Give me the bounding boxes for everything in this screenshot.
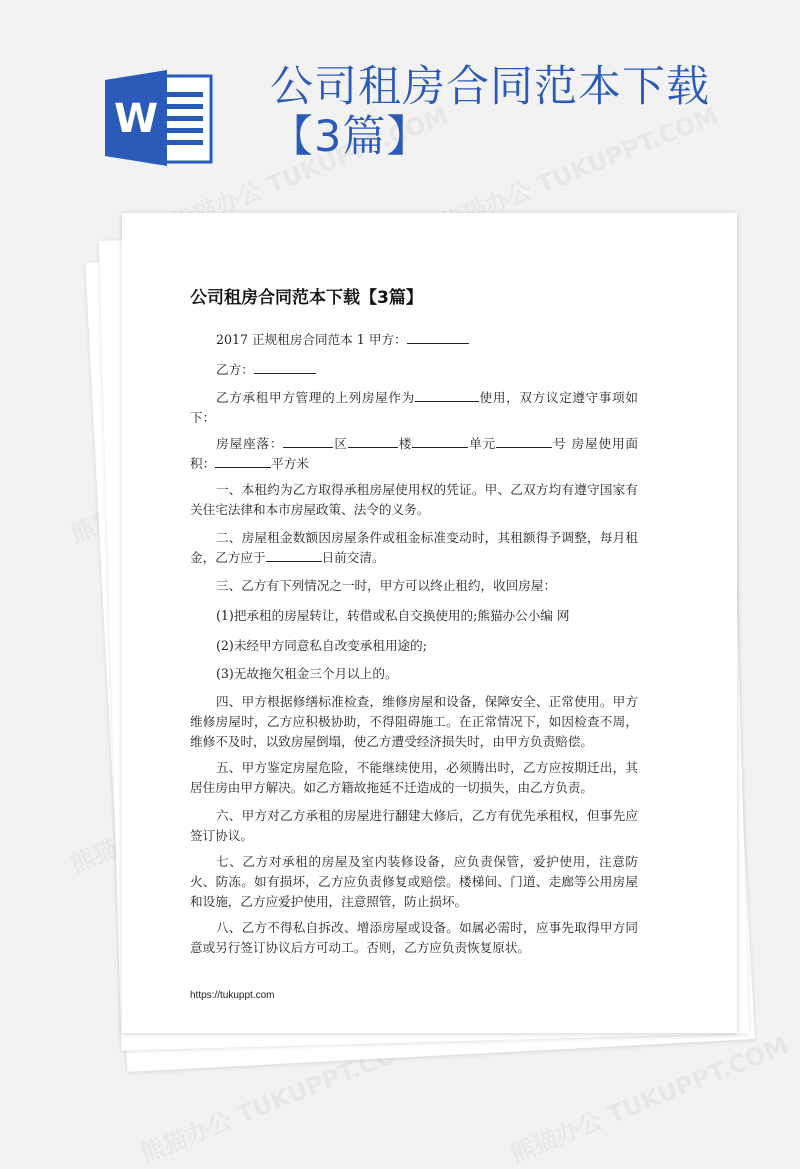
word-document-icon [105,70,215,166]
paragraph: 四、甲方根据修缮标准检查，维修房屋和设备，保障安全、正常使用。甲方维修房屋时，乙方应积极协助，不得阻碍施工。在正常情况下，如因检查不周，维修不及时，以致房屋倒塌，使乙方遭受经济损失时，由甲方负责赔偿。 [190,694,638,749]
document-title: 公司租房合同范本下载【3篇】 [190,288,423,308]
paragraph: 乙方： [190,360,638,380]
page-title: 公司租房合同范本下载【3篇】 [270,62,710,162]
paragraph: 五、甲方鉴定房屋危险，不能继续使用，必须腾出时，乙方应按期迁出，其居住房由甲方解决。如乙方籍故拖延不迁造成的一切损失，由乙方负责。 [190,760,638,795]
paragraph: (1)把承租的房屋转让，转借或私自交换使用的;熊猫办公小编 网 [216,608,570,623]
paragraph: 二、房屋租金数额因房屋条件或租金标准变动时，其租额得予调整，每月租金，乙方应于 日前交清。 [190,530,638,565]
paragraph: 房屋座落： 区 楼 单元 号 房屋使用面积： 平方米 [190,436,639,471]
paragraph: 三、乙方有下列情况之一时，甲方可以终止租约，收回房屋： [216,578,557,593]
paragraph: 七、乙方对承租的房屋及室内装修设备，应负责保管，爱护使用，注意防火、防冻。如有损坏，乙方应负责修复或赔偿。楼梯间、门道、走廊等公用房屋和设施，乙方应爱护使用，注意照管，防止损坏。 [190,854,638,909]
paragraph: (2)未经甲方同意私自改变承租用途的; [216,638,427,653]
footer-url: https://tukuppt.com [190,990,275,1001]
paragraph: 乙方承租甲方管理的上列房屋作为 使用，双方议定遵守事项如下： [190,390,639,425]
paragraph: (3)无故拖欠租金三个月以上的。 [216,666,398,681]
paragraph: 六、甲方对乙方承租的房屋进行翻建大修后，乙方有优先承租权，但事先应签订协议。 [190,808,638,843]
paragraph: 2017 正规租房合同范本 1 甲方： [190,330,638,350]
paragraph: 一、本租约为乙方取得承租房屋使用权的凭证。甲、乙双方均有遵守国家有关住宅法律和本市房屋政策、法令的义务。 [190,482,638,517]
paragraph: 八、乙方不得私自拆改、增添房屋或设备。如属必需时，应事先取得甲方同意或另行签订协议后方可动工。否则，乙方应负责恢复原状。 [190,920,638,955]
svg-text:W: W [113,96,159,142]
